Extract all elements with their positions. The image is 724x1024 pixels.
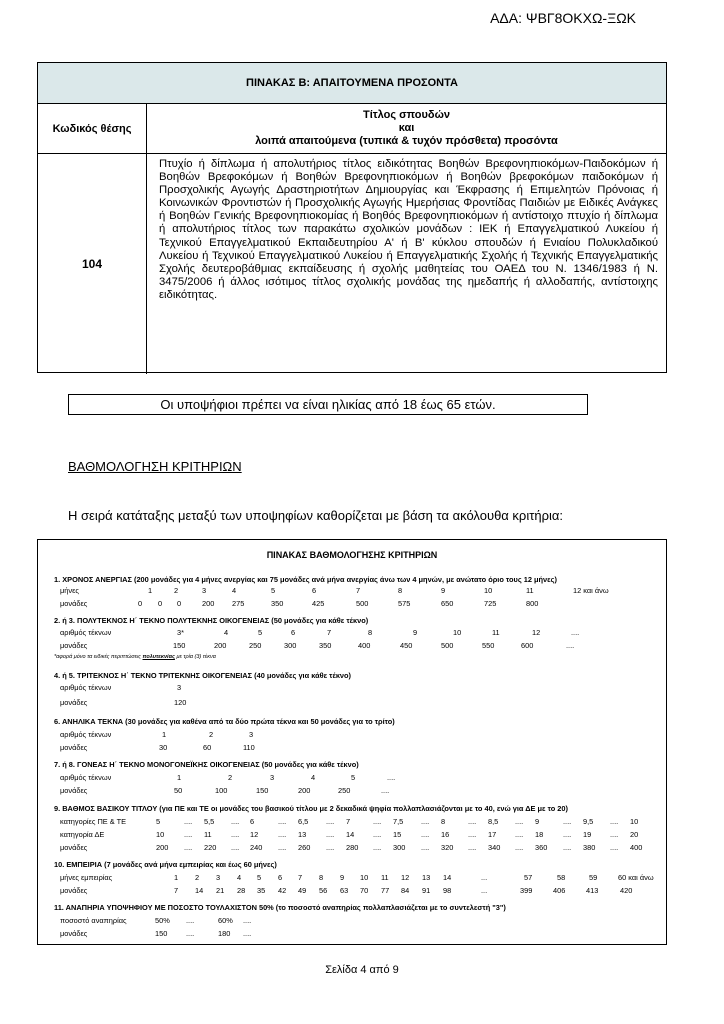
section-title: ΒΑΘΜΟΛΟΓΗΣΗ ΚΡΙΤΗΡΙΩΝ: [68, 459, 242, 474]
row-value: 1: [162, 730, 167, 739]
row-value: 406: [553, 886, 566, 895]
row-label: μονάδες: [60, 843, 88, 852]
row-value: 7: [174, 886, 179, 895]
row-label: ποσοστό αναπηρίας: [60, 916, 127, 925]
criterion-three-child-heading: 4. ή 5. ΤΡΙΤΕΚΝΟΣ Η΄ ΤΕΚΝΟ ΤΡΙΤΕΚΝΗΣ ΟΙΚΟΓΕΝΕΙΑΣ (40 μονάδες για κάθε τέκνο): [54, 671, 352, 680]
age-requirement: Οι υποψήφιοι πρέπει να είναι ηλικίας από 18 έως 65 ετών.: [68, 394, 588, 415]
criterion-row: [38, 683, 666, 693]
row-value: 60 και άνω: [618, 873, 654, 882]
criterion-row: [38, 843, 666, 853]
row-value: 10: [630, 817, 639, 826]
row-value: 1: [148, 586, 153, 595]
row-value: 6: [291, 628, 296, 637]
row-value: ....: [184, 830, 193, 839]
row-value: 120: [174, 698, 187, 707]
row-value: 300: [393, 843, 406, 852]
row-value: ....: [515, 843, 524, 852]
row-value: 3*: [177, 628, 184, 637]
row-value: 5: [257, 873, 262, 882]
row-value: ....: [571, 628, 580, 637]
row-value: 58: [557, 873, 566, 882]
row-value: 21: [216, 886, 225, 895]
row-value: 10: [453, 628, 462, 637]
row-value: 450: [400, 641, 413, 650]
row-value: 60: [203, 743, 212, 752]
row-value: ....: [468, 817, 477, 826]
row-value: ....: [468, 830, 477, 839]
row-value: 5: [351, 773, 356, 782]
row-value: ....: [278, 830, 287, 839]
row-label: μονάδες: [60, 599, 88, 608]
row-value: ....: [563, 830, 572, 839]
qualifications-table-row: [38, 154, 666, 374]
row-value: 5: [156, 817, 161, 826]
row-value: 5,5: [204, 817, 215, 826]
row-value: ...: [481, 886, 488, 895]
row-value: 98: [443, 886, 452, 895]
row-value: ....: [468, 843, 477, 852]
row-label: αριθμός τέκνων: [60, 773, 112, 782]
row-value: 8: [368, 628, 373, 637]
row-value: 8,5: [488, 817, 499, 826]
row-value: 1: [174, 873, 179, 882]
row-value: 2: [195, 873, 200, 882]
row-value: ....: [610, 830, 619, 839]
row-value: 280: [346, 843, 359, 852]
row-value: 0: [158, 599, 163, 608]
row-value: 240: [250, 843, 263, 852]
row-value: 3: [270, 773, 275, 782]
row-value: ....: [563, 817, 572, 826]
note-text-end: με τρία (3) τέκνα: [174, 654, 216, 660]
row-value: ....: [566, 641, 575, 650]
qualification-header-line2: και: [398, 122, 415, 134]
row-value: 300: [284, 641, 297, 650]
qualification-header: [147, 104, 666, 153]
criterion-row: [38, 817, 666, 827]
row-value: ....: [278, 843, 287, 852]
row-value: 180: [218, 929, 231, 938]
qualification-header-line1: Τίτλος σπουδών: [362, 109, 450, 121]
row-label: κατηγορία ΔΕ: [60, 830, 105, 839]
scoring-table: [37, 539, 667, 945]
row-value: 3: [216, 873, 221, 882]
row-value: ....: [243, 929, 252, 938]
row-label: μονάδες: [60, 698, 88, 707]
row-value: ....: [373, 843, 382, 852]
row-value: 150: [256, 786, 269, 795]
criterion-row: [38, 641, 666, 651]
row-value: ....: [184, 817, 193, 826]
qualifications-table: [37, 62, 667, 373]
row-value: ....: [373, 830, 382, 839]
row-value: 20: [630, 830, 639, 839]
row-label: μήνες: [60, 586, 79, 595]
row-value: 2: [228, 773, 233, 782]
criterion-row: [38, 773, 666, 783]
row-value: 200: [202, 599, 215, 608]
qualifications-table-header: [38, 104, 666, 154]
row-value: 12: [250, 830, 259, 839]
row-value: 12: [532, 628, 541, 637]
criterion-disability-heading: 11. ΑΝΑΠΗΡΙΑ ΥΠΟΨΗΦΙΟΥ ΜΕ ΠΟΣΟΣΤΟ ΤΟΥΛΑΧΙΣΤΟΝ 50% (το ποσοστό αναπηρίας πολλαπλασιάζεται με το συντελεστή "3"): [54, 903, 506, 912]
row-value: 9: [441, 586, 446, 595]
row-value: 7: [356, 586, 361, 595]
row-value: 250: [338, 786, 351, 795]
row-value: 110: [243, 743, 255, 752]
criterion-row: [38, 628, 666, 638]
row-label: μονάδες: [60, 641, 88, 650]
row-value: 60%: [218, 916, 233, 925]
row-value: 70: [360, 886, 369, 895]
row-value: 3: [177, 683, 182, 692]
row-value: 2: [174, 586, 179, 595]
criterion-row: [38, 929, 666, 939]
criterion-row: [38, 743, 666, 753]
row-label: μονάδες: [60, 886, 88, 895]
row-value: 77: [381, 886, 390, 895]
row-value: ....: [186, 929, 195, 938]
row-value: 150: [155, 929, 168, 938]
qualification-header-line3: λοιπά απαιτούμενα (τυπικά & τυχόν πρόσθετα) προσόντα: [255, 135, 558, 147]
row-value: 14: [195, 886, 204, 895]
row-value: 320: [441, 843, 454, 852]
row-value: ....: [515, 830, 524, 839]
row-value: 10: [156, 830, 165, 839]
row-value: 14: [443, 873, 452, 882]
row-label: αριθμός τέκνων: [60, 628, 112, 637]
row-value: 400: [630, 843, 643, 852]
qualification-text: Πτυχίο ή δίπλωμα ή απολυτήριος τίτλος ειδικότητας Βοηθών Βρεφονηπιοκόμων-Παιδοκόμων ή Βοηθών Βρεφοκόμων ή Βοηθών Βρεφονηπιοκόμων ή Βοηθών βρεφοκόμων παιδοκόμων ή Προσχολικής Αγωγής Δραστηριοτήτων Δημιουργίας και Έκφρασης ή Επιμελητών Πρόνοιας ή Κοινωνικών Φροντιστών ή Προσχολικής Αγωγής Ημερήσιας Φροντίδας Παιδιών με Ειδικές Ανάγκες ή Βοηθών Γενικής Βρεφονηπιοκομίας ή Βοηθός Βρεφονηπιοκόμων ή αντίστοιχο πτυχίο ή δίπλωμα ή απολυτήριος τίτλος των παρακάτω σχολικών μονάδων : ΙΕΚ ή Επαγγελματικού Λυκείου ή Τεχνικού Επαγγελματικού Εκπαιδευτηρίου Α' ή Β' κύκλου σπουδών ή Ενιαίου Πολυκλαδικού Λυκείου ή Τεχνικού Επαγγελματικού Λυκείου ή Επαγγελματικής Σχολής ή Τεχνικής Επαγγελματικής Σχολής δευτεροβάθμιας εκπαίδευσης ή σχολής μαθητείας του ΟΑΕΔ του Ν. 1346/1983 ή Ν. 3475/2006 ή άλλος ισότιμος τίτλος σχολικής μονάδας της ημεδαπής ή αλλοδαπής, αντίστοιχης ειδικότητας.: [159, 158, 658, 301]
row-value: 6: [250, 817, 255, 826]
row-value: 18: [535, 830, 544, 839]
row-label: κατηγορίες ΠΕ & ΤΕ: [60, 817, 127, 826]
row-value: ....: [184, 843, 193, 852]
row-value: ....: [231, 830, 240, 839]
row-value: 12: [401, 873, 410, 882]
row-value: 30: [159, 743, 168, 752]
row-value: 63: [340, 886, 349, 895]
row-value: ....: [326, 830, 335, 839]
criterion-row: [38, 786, 666, 796]
criterion-row: [38, 916, 666, 926]
criterion-minor-children-heading: 6. ΑΝΗΛΙΚΑ ΤΕΚΝΑ (30 μονάδες για καθένα από τα δύο πρώτα τέκνα και 50 μονάδες για το τρίτο): [54, 717, 395, 726]
row-value: 50%: [155, 916, 170, 925]
row-value: 11: [526, 586, 534, 595]
position-code: 104: [38, 154, 147, 374]
row-value: 91: [422, 886, 431, 895]
row-value: 7: [298, 873, 303, 882]
row-value: 9: [535, 817, 540, 826]
criterion-row: [38, 830, 666, 840]
row-value: 650: [441, 599, 454, 608]
row-value: 360: [535, 843, 548, 852]
row-value: ....: [186, 916, 195, 925]
criterion-row: [38, 698, 666, 708]
row-value: 260: [298, 843, 311, 852]
row-value: 4: [232, 586, 237, 595]
row-value: 4: [311, 773, 316, 782]
criterion-row: [38, 599, 666, 609]
scoring-table-title: ΠΙΝΑΚΑΣ ΒΑΘΜΟΛΟΓΗΣΗΣ ΚΡΙΤΗΡΙΩΝ: [266, 550, 438, 560]
row-value: 15: [393, 830, 402, 839]
row-value: 11: [381, 873, 389, 882]
criterion-row: [38, 873, 666, 883]
row-value: 220: [204, 843, 217, 852]
row-value: 14: [346, 830, 355, 839]
criterion-experience-heading: 10. ΕΜΠΕΙΡΙΑ (7 μονάδες ανά μήνα εμπειρίας και έως 60 μήνες): [54, 860, 277, 869]
row-value: 12 και άνω: [573, 586, 609, 595]
row-label: μονάδες: [60, 743, 88, 752]
row-value: 420: [620, 886, 633, 895]
row-value: 8: [441, 817, 446, 826]
row-value: ....: [381, 786, 390, 795]
row-value: ....: [243, 916, 252, 925]
criterion-row: [38, 586, 666, 596]
row-value: ....: [421, 830, 430, 839]
page-footer: Σελίδα 4 από 9: [325, 964, 399, 976]
row-value: ....: [421, 817, 430, 826]
row-value: 0: [177, 599, 182, 608]
position-code-header: Κωδικός θέσης: [38, 104, 147, 153]
row-value: 10: [484, 586, 493, 595]
row-value: ....: [610, 817, 619, 826]
intro-text: Η σειρά κατάταξης μεταξύ των υποψηφίων καθορίζεται με βάση τα ακόλουθα κριτήρια:: [68, 508, 563, 523]
row-value: 6: [312, 586, 317, 595]
row-value: ....: [421, 843, 430, 852]
row-value: 84: [401, 886, 410, 895]
row-label: μονάδες: [60, 929, 88, 938]
row-value: ...: [481, 873, 488, 882]
criterion-row: [38, 886, 666, 896]
row-value: 200: [214, 641, 227, 650]
large-family-note: [54, 654, 216, 660]
row-value: 350: [319, 641, 332, 650]
row-value: 42: [278, 886, 287, 895]
row-value: 725: [484, 599, 497, 608]
row-label: αριθμός τέκνων: [60, 730, 112, 739]
row-value: 800: [526, 599, 539, 608]
row-value: 575: [398, 599, 411, 608]
row-value: 2: [209, 730, 214, 739]
row-value: 550: [482, 641, 495, 650]
row-value: 13: [298, 830, 307, 839]
row-value: 16: [441, 830, 450, 839]
row-value: 250: [249, 641, 262, 650]
row-value: ....: [373, 817, 382, 826]
row-value: 11: [492, 628, 500, 637]
criterion-unemployment-heading: 1. ΧΡΟΝΟΣ ΑΝΕΡΓΙΑΣ (200 μονάδες για 4 μήνες ανεργίας και 75 μονάδες ανά μήνα ανεργίας άνω των 4 μηνών, με ανώτατο όριο τους 12 μήνες): [54, 575, 557, 584]
criterion-row: [38, 730, 666, 740]
row-value: ....: [231, 843, 240, 852]
row-value: ....: [278, 817, 287, 826]
row-value: 5: [258, 628, 263, 637]
row-value: 150: [173, 641, 186, 650]
row-value: 9: [340, 873, 345, 882]
row-value: 8: [398, 586, 403, 595]
criterion-large-family-heading: 2. ή 3. ΠΟΛΥΤΕΚΝΟΣ Η΄ ΤΕΚΝΟ ΠΟΛΥΤΕΚΝΗΣ ΟΙΚΟΓΕΝΕΙΑΣ (50 μονάδες για κάθε τέκνο): [54, 616, 369, 625]
row-value: 5: [271, 586, 276, 595]
row-value: 500: [441, 641, 454, 650]
row-value: 59: [589, 873, 598, 882]
row-value: 600: [521, 641, 534, 650]
row-value: 10: [360, 873, 369, 882]
row-value: 200: [298, 786, 311, 795]
row-value: 8: [319, 873, 324, 882]
row-value: 4: [224, 628, 229, 637]
row-value: 17: [488, 830, 497, 839]
row-value: ....: [326, 843, 335, 852]
row-value: 399: [520, 886, 533, 895]
row-value: 35: [257, 886, 266, 895]
row-value: 28: [237, 886, 246, 895]
row-value: ....: [515, 817, 524, 826]
note-text-emphasis: πολυτεκνίας: [142, 654, 175, 660]
row-value: 7,5: [393, 817, 404, 826]
row-value: 7: [327, 628, 332, 637]
row-value: 413: [586, 886, 599, 895]
row-value: ....: [231, 817, 240, 826]
row-value: 500: [356, 599, 369, 608]
row-value: 7: [346, 817, 351, 826]
row-value: 3: [249, 730, 254, 739]
row-value: 200: [156, 843, 169, 852]
row-value: ....: [563, 843, 572, 852]
row-value: 19: [583, 830, 592, 839]
row-value: 9,5: [583, 817, 594, 826]
row-value: 13: [422, 873, 431, 882]
row-value: 56: [319, 886, 328, 895]
note-text-start: *αφορά μόνο τα ειδικές περιπτώσεις: [54, 654, 143, 660]
criterion-single-parent-heading: 7. ή 8. ΓΟΝΕΑΣ Η΄ ΤΕΚΝΟ ΜΟΝΟΓΟΝΕΪΚΗΣ ΟΙΚΟΓΕΝΕΙΑΣ (50 μονάδες για κάθε τέκνο): [54, 760, 359, 769]
row-value: 100: [215, 786, 228, 795]
row-value: 275: [232, 599, 245, 608]
row-value: 9: [413, 628, 418, 637]
row-value: 340: [488, 843, 501, 852]
row-value: 4: [237, 873, 242, 882]
criterion-degree-grade-heading: 9. ΒΑΘΜΟΣ ΒΑΣΙΚΟΥ ΤΙΤΛΟΥ (για ΠΕ και ΤΕ οι μονάδες του βασικού τίτλου με 2 δεκαδικά ψηφία πολλαπλασιάζονται με το 40, ενώ για ΔΕ με το 20): [54, 804, 568, 813]
row-value: 50: [174, 786, 183, 795]
row-label: μήνες εμπειρίας: [60, 873, 113, 882]
row-value: 11: [204, 830, 212, 839]
row-value: 0: [138, 599, 143, 608]
row-value: 1: [177, 773, 182, 782]
qualifications-table-title: ΠΙΝΑΚΑΣ Β: ΑΠΑΙΤΟΥΜΕΝΑ ΠΡΟΣΟΝΤΑ: [38, 63, 666, 104]
ada-code: ΑΔΑ: ΨΒΓ8ΟΚΧΩ-ΞΩΚ: [490, 10, 636, 26]
row-value: 57: [524, 873, 533, 882]
row-value: 6: [278, 873, 283, 882]
row-label: αριθμός τέκνων: [60, 683, 112, 692]
row-value: 380: [583, 843, 596, 852]
row-value: ....: [326, 817, 335, 826]
row-value: ....: [387, 773, 396, 782]
row-value: 3: [202, 586, 207, 595]
row-value: 6,5: [298, 817, 309, 826]
row-value: 425: [312, 599, 325, 608]
row-value: 400: [358, 641, 371, 650]
row-value: ....: [610, 843, 619, 852]
row-value: 350: [271, 599, 284, 608]
row-value: 49: [298, 886, 307, 895]
row-label: μονάδες: [60, 786, 88, 795]
